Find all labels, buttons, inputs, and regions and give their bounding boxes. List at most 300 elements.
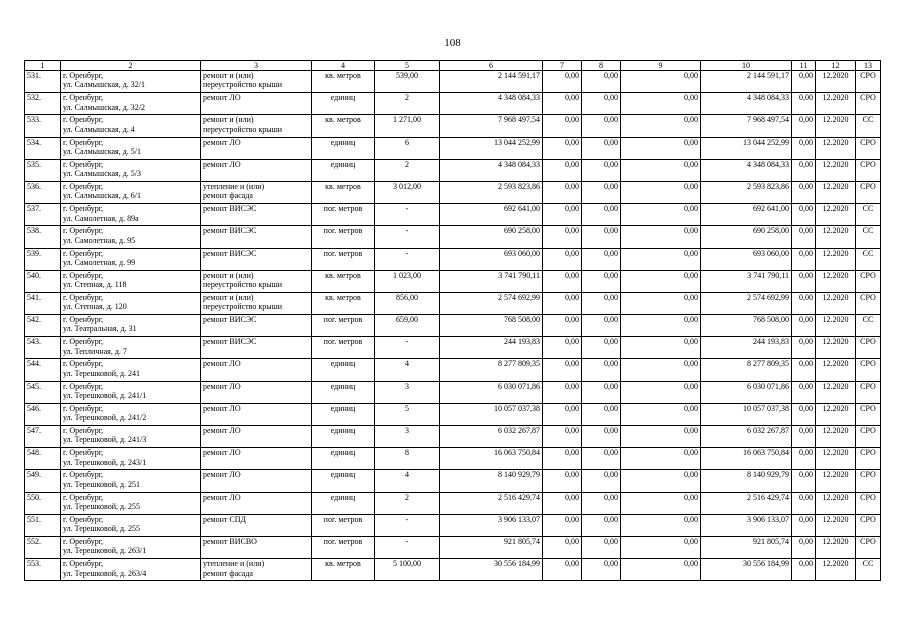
completion-date-cell: 12.2020	[816, 359, 856, 381]
fund-cell-7: 0,00	[543, 426, 582, 448]
fund-cell-7: 0,00	[543, 93, 582, 115]
fund-cell-10: 2 593 823,86	[701, 181, 792, 203]
address-cell	[61, 270, 201, 292]
fund-type-cell: СРО	[856, 337, 881, 359]
work-type-cell	[201, 137, 312, 159]
address-cell	[61, 93, 201, 115]
address-cell-line: г. Оренбург,	[63, 226, 104, 236]
total-cost-cell: 2 516 429,74	[440, 492, 543, 514]
fund-cell-11: 0,00	[792, 159, 816, 181]
unit-cell: кв. метров	[312, 292, 375, 314]
total-cost-cell: 6 030 071,86	[440, 381, 543, 403]
address-cell-line: ул. Степная, д. 120	[63, 302, 127, 312]
work-type-cell	[201, 71, 312, 93]
fund-cell-10: 6 030 071,86	[701, 381, 792, 403]
completion-date-cell: 12.2020	[816, 226, 856, 248]
fund-cell-9: 0,00	[621, 470, 701, 492]
unit-cell: кв. метров	[312, 559, 375, 581]
fund-cell-7: 0,00	[543, 337, 582, 359]
fund-cell-9: 0,00	[621, 270, 701, 292]
fund-cell-8: 0,00	[582, 115, 621, 137]
fund-cell-8: 0,00	[582, 93, 621, 115]
row-number: 549.	[25, 470, 61, 492]
quantity-cell: -	[375, 226, 440, 248]
total-cost-cell: 921 805,74	[440, 536, 543, 558]
address-cell-line: ул. Самолетная, д. 95	[63, 235, 136, 245]
quantity-cell: 2	[375, 93, 440, 115]
fund-cell-8: 0,00	[582, 270, 621, 292]
row-number: 551.	[25, 514, 61, 536]
row-number: 533.	[25, 115, 61, 137]
fund-type-cell: СС	[856, 559, 881, 581]
fund-cell-7: 0,00	[543, 514, 582, 536]
fund-cell-9: 0,00	[621, 492, 701, 514]
unit-cell: единиц	[312, 137, 375, 159]
work-type-cell-line: ремонт ВИСЭС	[203, 248, 257, 258]
row-number: 546.	[25, 403, 61, 425]
fund-type-cell: СРО	[856, 381, 881, 403]
address-cell	[61, 514, 201, 536]
column-header: 13	[856, 61, 881, 71]
table-row	[25, 359, 881, 381]
table-row	[25, 403, 881, 425]
fund-cell-11: 0,00	[792, 204, 816, 226]
work-type-cell-line: ремонт ВИСЭС	[203, 204, 257, 214]
quantity-cell: 1 023,00	[375, 270, 440, 292]
unit-cell: единиц	[312, 426, 375, 448]
row-number: 548.	[25, 448, 61, 470]
table-row	[25, 204, 881, 226]
work-type-cell	[201, 226, 312, 248]
fund-cell-8: 0,00	[582, 315, 621, 337]
fund-cell-7: 0,00	[543, 181, 582, 203]
work-type-cell	[201, 448, 312, 470]
unit-cell: пог. метров	[312, 248, 375, 270]
address-cell-line: г. Оренбург,	[63, 492, 104, 502]
row-number: 538.	[25, 226, 61, 248]
address-cell	[61, 426, 201, 448]
fund-cell-8: 0,00	[582, 159, 621, 181]
address-cell-line: ул. Терешковой, д. 241/1	[63, 391, 147, 401]
completion-date-cell: 12.2020	[816, 448, 856, 470]
address-cell-line: ул. Салмышская, д. 4	[63, 124, 135, 134]
fund-type-cell: СРО	[856, 270, 881, 292]
address-cell-line: ул. Терешковой, д. 251	[63, 479, 141, 489]
fund-cell-8: 0,00	[582, 181, 621, 203]
total-cost-cell: 3 741 790,11	[440, 270, 543, 292]
row-number: 534.	[25, 137, 61, 159]
address-cell-line: г. Оренбург,	[63, 359, 104, 369]
table-row	[25, 381, 881, 403]
address-cell	[61, 115, 201, 137]
quantity-cell: -	[375, 248, 440, 270]
table-row	[25, 226, 881, 248]
address-cell-line: ул. Терешковой, д. 241	[63, 368, 141, 378]
table-row	[25, 514, 881, 536]
address-cell-line: ул. Терешковой, д. 241/2	[63, 413, 147, 423]
fund-cell-8: 0,00	[582, 403, 621, 425]
quantity-cell: 5 100,00	[375, 559, 440, 581]
fund-cell-9: 0,00	[621, 137, 701, 159]
row-number: 540.	[25, 270, 61, 292]
fund-cell-10: 8 140 929,79	[701, 470, 792, 492]
fund-type-cell: СРО	[856, 181, 881, 203]
work-type-cell-line: ремонт ЛО	[203, 426, 241, 435]
unit-cell: единиц	[312, 470, 375, 492]
column-header: 1	[25, 61, 61, 71]
unit-cell: кв. метров	[312, 270, 375, 292]
fund-cell-10: 4 348 084,33	[701, 159, 792, 181]
total-cost-cell: 690 258,00	[440, 226, 543, 248]
repair-register-table	[24, 60, 881, 581]
address-cell	[61, 315, 201, 337]
address-cell	[61, 337, 201, 359]
fund-cell-10: 244 193,83	[701, 337, 792, 359]
work-type-cell	[201, 159, 312, 181]
work-type-cell	[201, 403, 312, 425]
fund-cell-11: 0,00	[792, 270, 816, 292]
work-type-cell	[201, 337, 312, 359]
address-cell-line: ул. Терешковой, д. 241/3	[63, 435, 147, 445]
total-cost-cell: 693 060,00	[440, 248, 543, 270]
fund-cell-8: 0,00	[582, 536, 621, 558]
row-number: 536.	[25, 181, 61, 203]
fund-cell-10: 3 741 790,11	[701, 270, 792, 292]
completion-date-cell: 12.2020	[816, 159, 856, 181]
work-type-cell	[201, 426, 312, 448]
address-cell-line: г. Оренбург,	[63, 514, 104, 524]
work-type-cell-line: ремонт и (или)	[203, 71, 254, 80]
work-type-cell-line: утепление и (или)	[203, 181, 265, 191]
fund-cell-9: 0,00	[621, 226, 701, 248]
work-type-cell	[201, 270, 312, 292]
fund-cell-7: 0,00	[543, 204, 582, 226]
completion-date-cell: 12.2020	[816, 536, 856, 558]
fund-type-cell: СРО	[856, 159, 881, 181]
fund-cell-11: 0,00	[792, 514, 816, 536]
work-type-cell	[201, 115, 312, 137]
work-type-cell	[201, 514, 312, 536]
fund-type-cell: СРО	[856, 492, 881, 514]
total-cost-cell: 692 641,00	[440, 204, 543, 226]
fund-cell-8: 0,00	[582, 514, 621, 536]
row-number: 537.	[25, 204, 61, 226]
work-type-cell-line: ремонт ВИСЭС	[203, 315, 257, 325]
fund-cell-10: 4 348 084,33	[701, 93, 792, 115]
row-number: 550.	[25, 492, 61, 514]
unit-cell: пог. метров	[312, 226, 375, 248]
completion-date-cell: 12.2020	[816, 204, 856, 226]
quantity-cell: 4	[375, 470, 440, 492]
table-row	[25, 159, 881, 181]
address-cell-line: ул. Салмышская, д. 32/1	[63, 80, 146, 90]
work-type-cell-line: ремонт и (или)	[203, 292, 254, 302]
quantity-cell: 3	[375, 426, 440, 448]
quantity-cell: 2	[375, 159, 440, 181]
address-cell-line: г. Оренбург,	[63, 337, 104, 347]
address-cell-line: г. Оренбург,	[63, 381, 104, 391]
address-cell	[61, 492, 201, 514]
work-type-cell	[201, 292, 312, 314]
table-row	[25, 426, 881, 448]
work-type-cell	[201, 204, 312, 226]
fund-cell-7: 0,00	[543, 492, 582, 514]
total-cost-cell: 2 574 692,99	[440, 292, 543, 314]
work-type-cell-line: переустройство крыши	[203, 302, 283, 312]
unit-cell: пог. метров	[312, 514, 375, 536]
work-type-cell-line: ремонт фасада	[203, 191, 253, 201]
quantity-cell: 659,00	[375, 315, 440, 337]
fund-cell-9: 0,00	[621, 359, 701, 381]
fund-cell-11: 0,00	[792, 137, 816, 159]
fund-cell-9: 0,00	[621, 71, 701, 93]
address-cell-line: ул. Самолетная, д. 99	[63, 257, 136, 267]
completion-date-cell: 12.2020	[816, 270, 856, 292]
address-cell	[61, 204, 201, 226]
fund-cell-10: 13 044 252,99	[701, 137, 792, 159]
fund-type-cell: СРО	[856, 71, 881, 93]
work-type-cell-line: утепление и (или)	[203, 559, 265, 569]
address-cell	[61, 470, 201, 492]
row-number: 553.	[25, 559, 61, 581]
fund-cell-7: 0,00	[543, 359, 582, 381]
fund-cell-11: 0,00	[792, 470, 816, 492]
fund-cell-9: 0,00	[621, 514, 701, 536]
fund-cell-9: 0,00	[621, 159, 701, 181]
work-type-cell-line: ремонт ЛО	[203, 381, 241, 391]
fund-cell-10: 10 057 037,38	[701, 403, 792, 425]
total-cost-cell: 244 193,83	[440, 337, 543, 359]
unit-cell: кв. метров	[312, 115, 375, 137]
address-cell-line: ул. Самолетная, д. 89а	[63, 213, 139, 223]
completion-date-cell: 12.2020	[816, 115, 856, 137]
address-cell-line: г. Оренбург,	[63, 559, 104, 569]
unit-cell: единиц	[312, 159, 375, 181]
total-cost-cell: 4 348 084,33	[440, 93, 543, 115]
work-type-cell-line: ремонт ЛО	[203, 137, 241, 147]
work-type-cell-line: ремонт ЛО	[203, 492, 241, 502]
total-cost-cell: 7 968 497,54	[440, 115, 543, 137]
address-cell-line: г. Оренбург,	[63, 204, 104, 214]
fund-type-cell: СС	[856, 115, 881, 137]
work-type-cell	[201, 492, 312, 514]
work-type-cell-line: ремонт фасада	[203, 568, 253, 578]
fund-type-cell: СРО	[856, 403, 881, 425]
work-type-cell-line: ремонт и (или)	[203, 270, 254, 280]
table-row	[25, 93, 881, 115]
fund-type-cell: СРО	[856, 470, 881, 492]
work-type-cell-line: ремонт ЛО	[203, 403, 241, 413]
unit-cell: кв. метров	[312, 71, 375, 93]
fund-type-cell: СРО	[856, 292, 881, 314]
address-cell	[61, 381, 201, 403]
address-cell-line: г. Оренбург,	[63, 403, 104, 413]
fund-cell-10: 16 063 750,84	[701, 448, 792, 470]
work-type-cell-line: ремонт ВИСВО	[203, 536, 257, 546]
fund-type-cell: СРО	[856, 93, 881, 115]
fund-cell-10: 690 258,00	[701, 226, 792, 248]
column-header: 5	[375, 61, 440, 71]
fund-cell-11: 0,00	[792, 248, 816, 270]
work-type-cell-line: ремонт ЛО	[203, 359, 241, 369]
column-header: 10	[701, 61, 792, 71]
page-number: 108	[444, 37, 461, 49]
fund-cell-7: 0,00	[543, 159, 582, 181]
work-type-cell	[201, 381, 312, 403]
completion-date-cell: 12.2020	[816, 337, 856, 359]
fund-cell-9: 0,00	[621, 426, 701, 448]
address-cell-line: г. Оренбург,	[63, 137, 104, 147]
quantity-cell: 2	[375, 492, 440, 514]
unit-cell: единиц	[312, 403, 375, 425]
fund-cell-7: 0,00	[543, 115, 582, 137]
fund-cell-11: 0,00	[792, 71, 816, 93]
completion-date-cell: 12.2020	[816, 137, 856, 159]
total-cost-cell: 16 063 750,84	[440, 448, 543, 470]
address-cell-line: ул. Тепличная, д. 7	[63, 346, 127, 356]
work-type-cell-line: переустройство крыши	[203, 80, 283, 90]
column-header: 7	[543, 61, 582, 71]
column-header: 8	[582, 61, 621, 71]
fund-cell-8: 0,00	[582, 559, 621, 581]
address-cell-line: ул. Салмышская, д. 5/1	[63, 146, 142, 156]
fund-cell-9: 0,00	[621, 381, 701, 403]
column-header: 3	[201, 61, 312, 71]
row-number: 545.	[25, 381, 61, 403]
address-cell-line: г. Оренбург,	[63, 159, 104, 169]
fund-cell-10: 2 144 591,17	[701, 71, 792, 93]
fund-cell-8: 0,00	[582, 226, 621, 248]
row-number: 544.	[25, 359, 61, 381]
total-cost-cell: 8 140 929,79	[440, 470, 543, 492]
completion-date-cell: 12.2020	[816, 93, 856, 115]
fund-cell-8: 0,00	[582, 204, 621, 226]
address-cell	[61, 536, 201, 558]
address-cell	[61, 359, 201, 381]
unit-cell: единиц	[312, 93, 375, 115]
fund-cell-7: 0,00	[543, 137, 582, 159]
fund-cell-11: 0,00	[792, 536, 816, 558]
completion-date-cell: 12.2020	[816, 381, 856, 403]
column-header: 9	[621, 61, 701, 71]
quantity-cell: -	[375, 204, 440, 226]
fund-cell-9: 0,00	[621, 248, 701, 270]
row-number: 541.	[25, 292, 61, 314]
column-header: 6	[440, 61, 543, 71]
fund-type-cell: СРО	[856, 426, 881, 448]
fund-cell-8: 0,00	[582, 137, 621, 159]
work-type-cell	[201, 470, 312, 492]
table-row	[25, 71, 881, 93]
row-number: 547.	[25, 426, 61, 448]
total-cost-cell: 4 348 084,33	[440, 159, 543, 181]
fund-cell-9: 0,00	[621, 448, 701, 470]
unit-cell: единиц	[312, 381, 375, 403]
fund-cell-9: 0,00	[621, 181, 701, 203]
address-cell-line: ул. Терешковой, д. 255	[63, 524, 141, 534]
row-number: 531.	[25, 71, 61, 93]
total-cost-cell: 13 044 252,99	[440, 137, 543, 159]
fund-cell-7: 0,00	[543, 270, 582, 292]
fund-cell-8: 0,00	[582, 359, 621, 381]
quantity-cell: -	[375, 337, 440, 359]
fund-cell-9: 0,00	[621, 204, 701, 226]
unit-cell: единиц	[312, 492, 375, 514]
fund-type-cell: СРО	[856, 137, 881, 159]
work-type-cell-line: ремонт и (или)	[203, 115, 254, 125]
address-cell	[61, 159, 201, 181]
unit-cell: пог. метров	[312, 536, 375, 558]
fund-cell-7: 0,00	[543, 248, 582, 270]
fund-cell-10: 693 060,00	[701, 248, 792, 270]
fund-cell-7: 0,00	[543, 71, 582, 93]
row-number: 542.	[25, 315, 61, 337]
fund-cell-9: 0,00	[621, 292, 701, 314]
address-cell-line: ул. Салмышская, д. 6/1	[63, 191, 142, 201]
row-number: 539.	[25, 248, 61, 270]
fund-cell-7: 0,00	[543, 470, 582, 492]
table-row	[25, 492, 881, 514]
table-row	[25, 337, 881, 359]
work-type-cell-line: ремонт ЛО	[203, 159, 241, 169]
total-cost-cell: 8 277 809,35	[440, 359, 543, 381]
fund-type-cell: СРО	[856, 514, 881, 536]
work-type-cell-line: ремонт ВИСЭС	[203, 226, 257, 236]
work-type-cell	[201, 248, 312, 270]
fund-cell-10: 692 641,00	[701, 204, 792, 226]
work-type-cell	[201, 536, 312, 558]
address-cell	[61, 137, 201, 159]
completion-date-cell: 12.2020	[816, 403, 856, 425]
fund-cell-11: 0,00	[792, 115, 816, 137]
fund-cell-10: 8 277 809,35	[701, 359, 792, 381]
completion-date-cell: 12.2020	[816, 426, 856, 448]
fund-cell-8: 0,00	[582, 71, 621, 93]
total-cost-cell: 30 556 184,99	[440, 559, 543, 581]
work-type-cell-line: ремонт ЛО	[203, 448, 241, 458]
address-cell-line: г. Оренбург,	[63, 270, 104, 280]
unit-cell: пог. метров	[312, 337, 375, 359]
quantity-cell: 539,00	[375, 71, 440, 93]
address-cell-line: г. Оренбург,	[63, 93, 104, 103]
address-cell-line: г. Оренбург,	[63, 248, 104, 258]
quantity-cell: 8	[375, 448, 440, 470]
address-cell-line: ул. Театральная, д. 31	[63, 324, 137, 334]
fund-type-cell: СРО	[856, 359, 881, 381]
fund-cell-11: 0,00	[792, 492, 816, 514]
row-number: 532.	[25, 93, 61, 115]
fund-cell-10: 921 805,74	[701, 536, 792, 558]
fund-cell-11: 0,00	[792, 381, 816, 403]
completion-date-cell: 12.2020	[816, 559, 856, 581]
total-cost-cell: 768 508,00	[440, 315, 543, 337]
address-cell-line: г. Оренбург,	[63, 470, 104, 480]
fund-cell-7: 0,00	[543, 448, 582, 470]
address-cell-line: г. Оренбург,	[63, 315, 104, 325]
quantity-cell: 1 271,00	[375, 115, 440, 137]
column-number-row	[25, 61, 881, 71]
fund-type-cell: СС	[856, 315, 881, 337]
fund-cell-7: 0,00	[543, 292, 582, 314]
fund-cell-11: 0,00	[792, 559, 816, 581]
fund-cell-8: 0,00	[582, 426, 621, 448]
address-cell-line: ул. Терешковой, д. 263/4	[63, 568, 147, 578]
fund-cell-8: 0,00	[582, 292, 621, 314]
address-cell-line: г. Оренбург,	[63, 181, 104, 191]
fund-cell-7: 0,00	[543, 226, 582, 248]
fund-cell-11: 0,00	[792, 315, 816, 337]
fund-cell-7: 0,00	[543, 536, 582, 558]
